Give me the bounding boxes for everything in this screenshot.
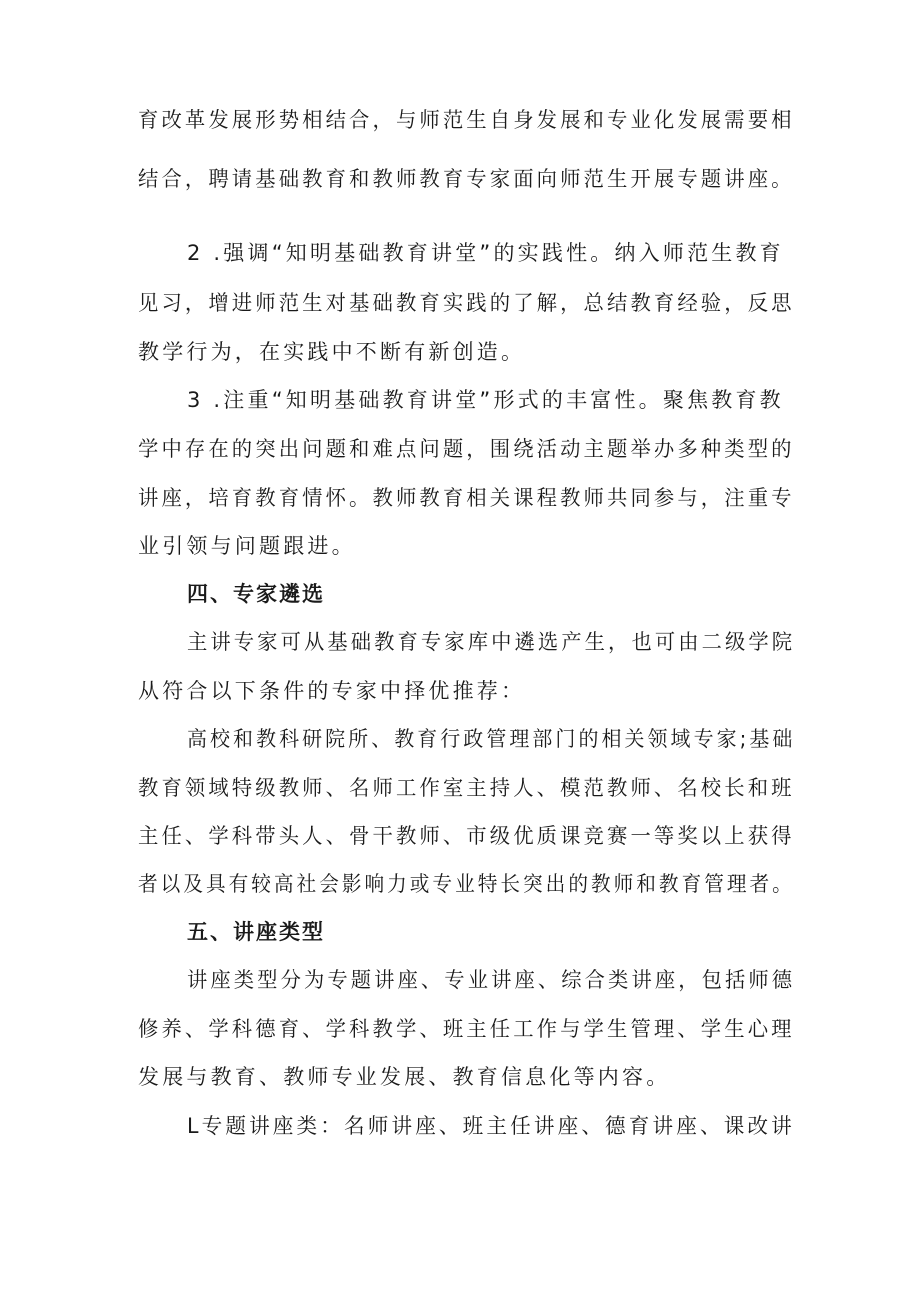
paragraph-line: L专题讲座类：名师讲座、班主任讲座、德育讲座、课改讲 [187, 1114, 795, 1138]
paragraph-line: 学中存在的突出问题和难点问题，围绕活动主题举办多种类型的 [138, 437, 795, 461]
paragraph-line: 讲座类型分为专题讲座、专业讲座、综合类讲座，包括师德 [187, 968, 796, 992]
paragraph-line: 2 .强调“知明基础教育讲堂”的实践性。纳入师范生教育 [187, 241, 784, 265]
paragraph-line: 讲座，培育教育情怀。教师教育相关课程教师共同参与，注重专 [138, 486, 795, 510]
paragraph-line: 结合，聘请基础教育和教师教育专家面向师范生开展专题讲座。 [138, 167, 795, 191]
paragraph-line: 业引领与问题跟进。 [138, 534, 356, 558]
paragraph-line: 修养、学科德育、学科教学、班主任工作与学生管理、学生心理 [138, 1017, 795, 1041]
paragraph-line: 者以及具有较高社会影响力或专业特长突出的教师和教育管理者。 [138, 872, 795, 896]
paragraph-line: 育改革发展形势相结合，与师范生自身发展和专业化发展需要相 [138, 108, 795, 132]
paragraph-line: 教育领域特级教师、名师工作室主持人、模范教师、名校长和班 [138, 776, 795, 800]
paragraph-line: 主讲专家可从基础教育专家库中遴选产生，也可由二级学院 [187, 630, 796, 654]
paragraph-line: 3 .注重“知明基础教育讲堂”形式的丰富性。聚焦教育教 [187, 388, 784, 412]
paragraph-line: 教学行为，在实践中不断有新创造。 [138, 340, 526, 364]
paragraph-line: 高校和教科研院所、教育行政管理部门的相关领域专家;基础 [187, 727, 796, 751]
section-heading: 四、专家遴选 [187, 582, 325, 606]
paragraph-line: 发展与教育、教师专业发展、教育信息化等内容。 [138, 1065, 671, 1089]
paragraph-line: 从符合以下条件的专家中择优推荐： [138, 679, 526, 703]
paragraph-line: 主任、学科带头人、骨干教师、市级优质课竞赛一等奖以上获得 [138, 824, 795, 848]
section-heading: 五、讲座类型 [187, 920, 325, 944]
paragraph-line: 见习，增进师范生对基础教育实践的了解，总结教育经验，反思 [138, 291, 795, 315]
